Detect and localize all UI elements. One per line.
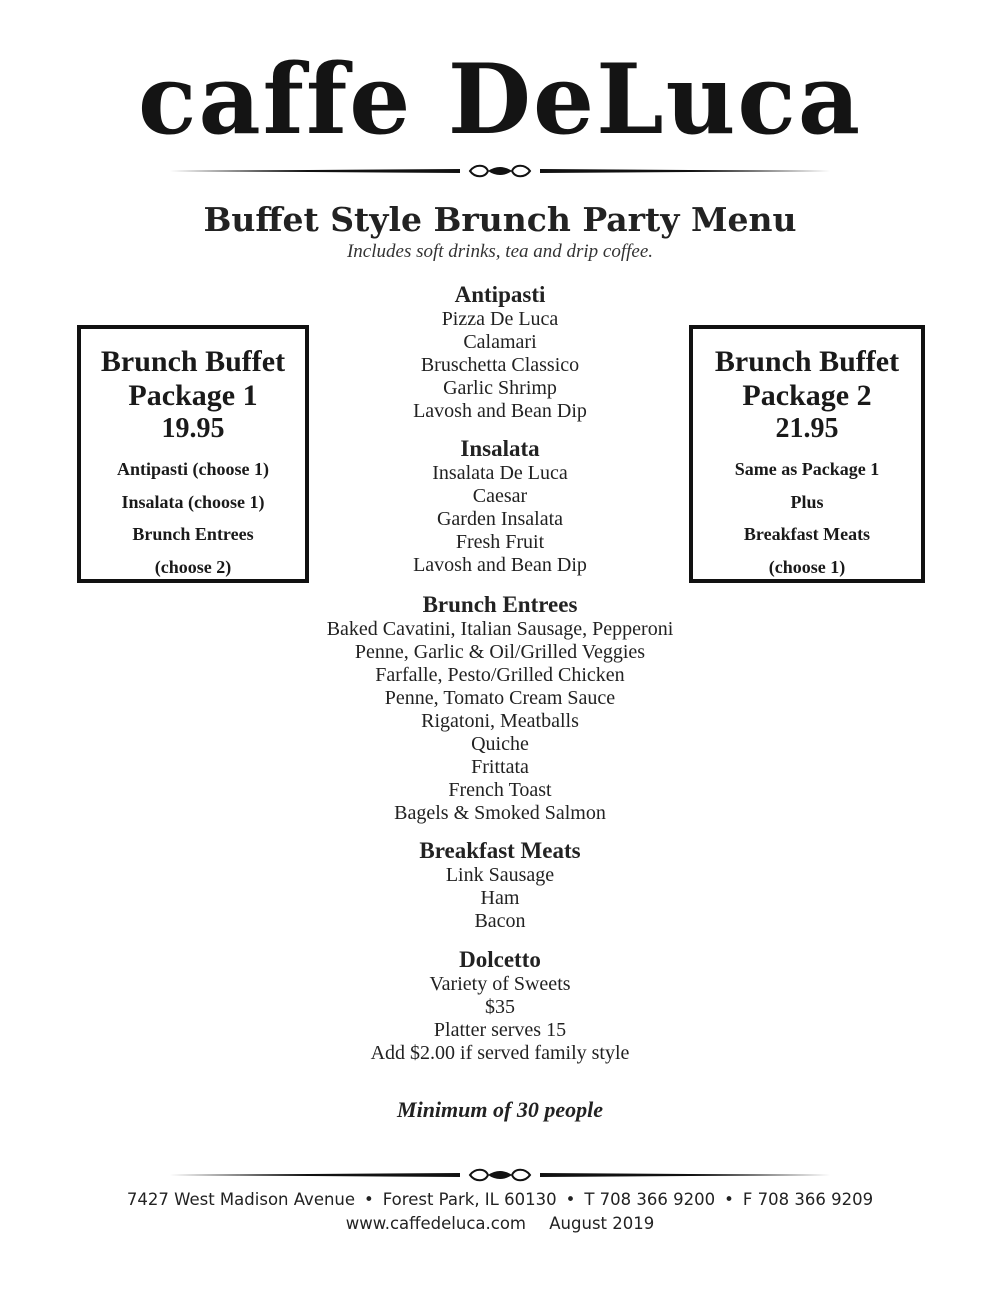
package-2-line: Breakfast Meats (743, 524, 871, 544)
menu-item: Insalata De Luca (432, 462, 568, 484)
menu-item: Garden Insalata (436, 508, 564, 530)
menu-item: Lavosh and Bean Dip (413, 400, 587, 422)
package-1-price: 19.95 (161, 413, 225, 444)
menu-item: Calamari (463, 331, 537, 353)
menu-item: Ham (480, 887, 520, 909)
package-2-price: 21.95 (775, 413, 839, 444)
menu-item: Bacon (474, 910, 526, 932)
menu-item: Rigatoni, Meatballs (421, 710, 579, 732)
package-2-line: Same as Package 1 (734, 459, 880, 479)
antipasti-heading: Antipasti (454, 282, 546, 307)
menu-item: Caesar (472, 485, 528, 507)
menu-item: Penne, Tomato Cream Sauce (384, 687, 616, 709)
menu-item: Garlic Shrimp (443, 377, 557, 399)
logo: caffe DeLuca (137, 43, 863, 156)
package-2-title-line1: Brunch Buffet (714, 345, 900, 378)
footer-separator: • (565, 1190, 576, 1209)
footer-website[interactable]: www.caffedeluca.com (345, 1214, 527, 1233)
menu-item: Bruschetta Classico (420, 354, 580, 376)
footer-separator: • (364, 1190, 374, 1209)
insalata-section (250, 436, 750, 577)
page-subtitle: Includes soft drinks, tea and drip coffee. (346, 241, 654, 262)
page-title: Buffet Style Brunch Party Menu (203, 200, 797, 239)
entrees-section (250, 592, 750, 825)
package-1-line: Antipasti (choose 1) (117, 459, 269, 479)
footer-city: Forest Park, IL 60130 (382, 1190, 557, 1209)
ornamental-divider-bottom (170, 1167, 830, 1183)
menu-item: Lavosh and Bean Dip (413, 554, 587, 576)
dolcetto-section (250, 947, 750, 1065)
meats-section (250, 838, 750, 933)
menu-item: Variety of Sweets (429, 973, 571, 995)
menu-item: Platter serves 15 (433, 1019, 567, 1041)
menu-item: Frittata (471, 756, 529, 778)
package-1-title-line1: Brunch Buffet (100, 345, 286, 378)
menu-item: Link Sausage (445, 864, 555, 886)
footer-phone: T 708 366 9200 (584, 1190, 716, 1209)
insalata-heading: Insalata (460, 436, 540, 461)
footer-address: 7427 West Madison Avenue (126, 1190, 356, 1209)
package-2-line: Plus (790, 491, 824, 512)
menu-item: Farfalle, Pesto/Grilled Chicken (375, 664, 625, 686)
antipasti-section (250, 282, 750, 423)
menu-item: Bagels & Smoked Salmon (394, 802, 606, 824)
footer-web (0, 1214, 1000, 1233)
ornamental-divider-top (170, 163, 830, 179)
menu-item: French Toast (448, 779, 552, 801)
meats-heading: Breakfast Meats (419, 838, 581, 863)
package-2-title-line2: Package 2 (742, 379, 872, 412)
package-1-line: (choose 2) (154, 556, 232, 577)
package-1-title-line2: Package 1 (128, 379, 258, 412)
dolcetto-heading: Dolcetto (459, 947, 541, 972)
menu-item: Baked Cavatini, Italian Sausage, Pepperoni (326, 618, 674, 640)
footer-separator: • (724, 1190, 734, 1209)
footer-contact (0, 1190, 1000, 1209)
menu-item: Fresh Fruit (455, 531, 545, 553)
menu-item: Pizza De Luca (441, 308, 559, 330)
package-2-line: (choose 1) (768, 556, 846, 577)
menu-item: $35 (485, 996, 515, 1018)
menu-item: Penne, Garlic & Oil/Grilled Veggies (354, 641, 646, 663)
package-1-line: Brunch Entrees (132, 524, 254, 544)
footer-date: August 2019 (549, 1214, 655, 1233)
minimum-note: Minimum of 30 people (397, 1097, 603, 1122)
menu-item: Add $2.00 if served family style (370, 1042, 630, 1064)
footer-fax: F 708 366 9209 (742, 1190, 874, 1209)
package-1-line: Insalata (choose 1) (121, 491, 265, 512)
menu-item: Quiche (471, 733, 529, 755)
entrees-heading: Brunch Entrees (422, 592, 578, 617)
